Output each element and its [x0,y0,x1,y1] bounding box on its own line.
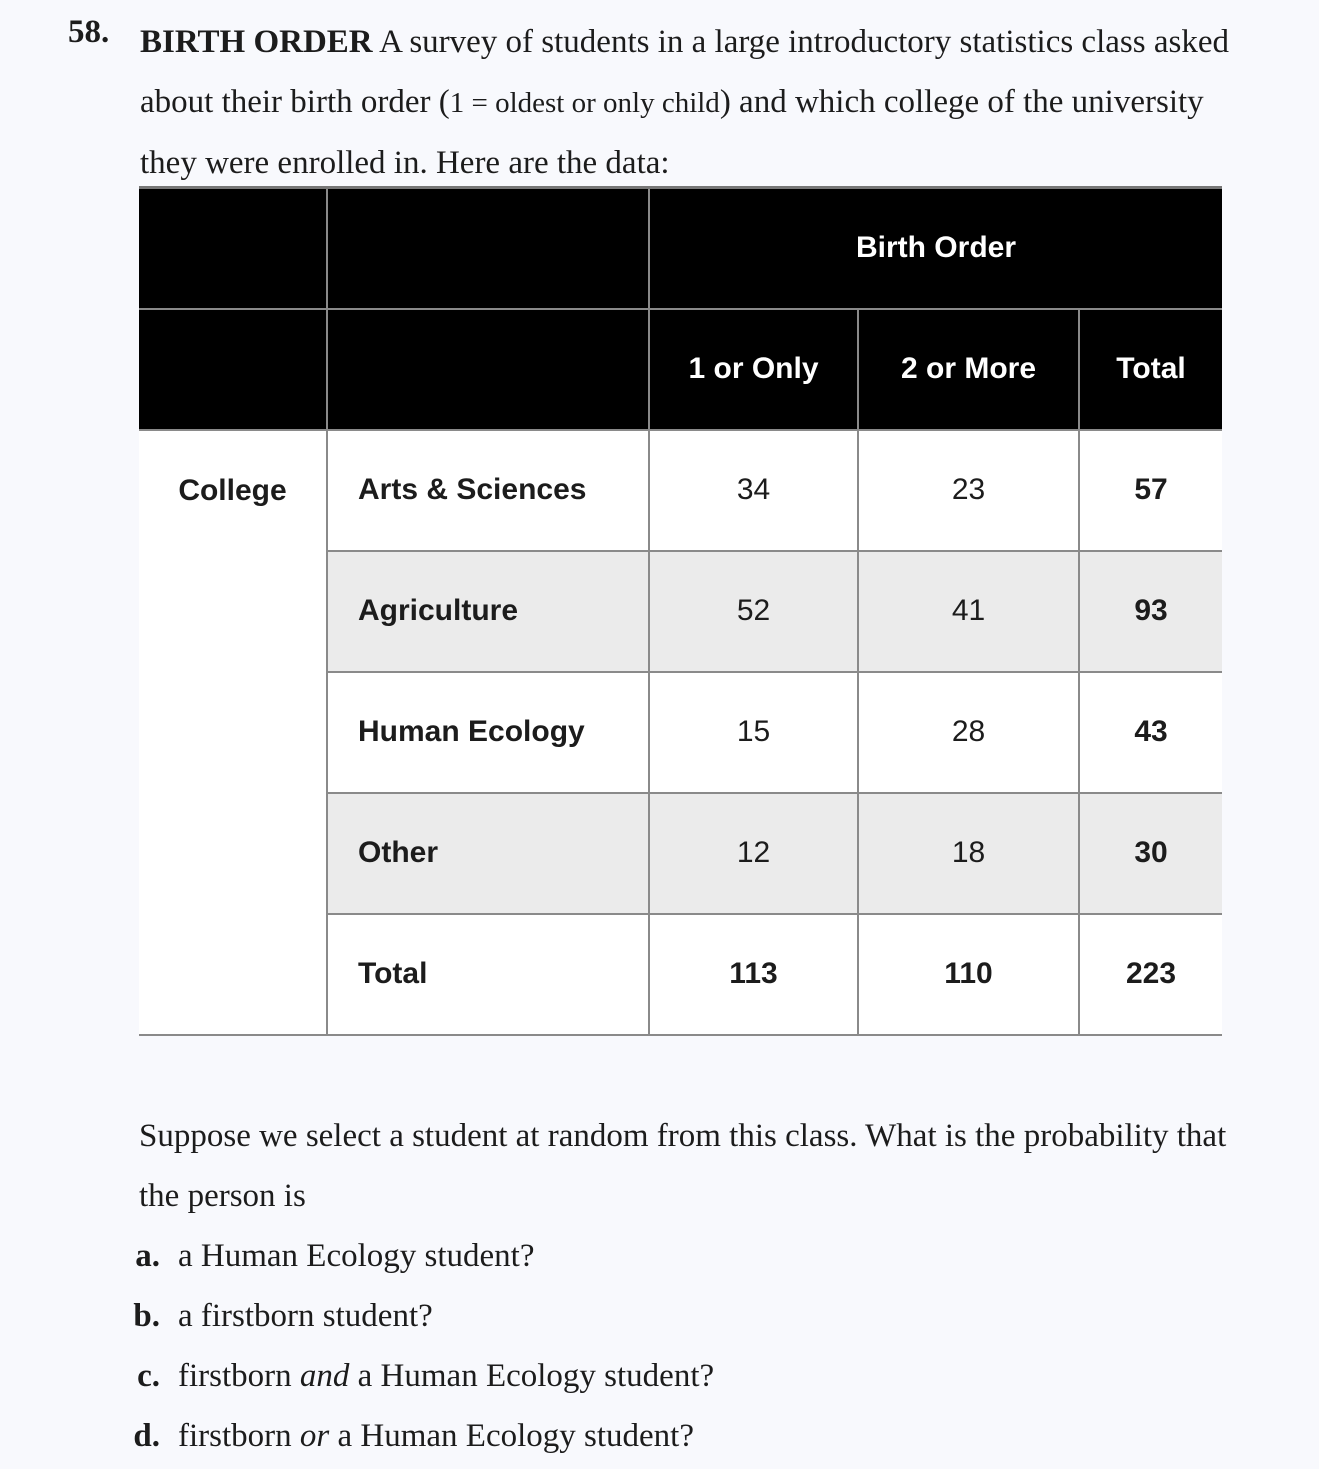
cell-total: 43 [1079,672,1222,793]
problem-number: 58. [68,14,110,50]
intro-text-1: A survey of students in a large introductory statistics class asked about their birth order ( [140,24,1229,120]
part-letter: b. [133,1298,160,1334]
cell-second-total: 110 [858,914,1079,1035]
cell-second: 28 [858,672,1079,793]
part-letter: c. [137,1358,160,1394]
row-label: Other [327,793,649,914]
intro-text-2: ) and which college of the university they were enrolled in. Here are the data: [140,84,1204,181]
row-group-college: College [139,430,327,1035]
part-text [178,1416,694,1456]
cell-second: 23 [858,430,1079,551]
cell-first: 15 [649,672,858,793]
column-header-total: Total [1079,309,1222,430]
cell-second: 41 [858,551,1079,672]
header-empty-1 [139,188,327,309]
part-text-post: a Human Ecology student? [349,1358,715,1394]
problem-intro [140,12,1230,193]
birth-order-table [139,186,1222,1036]
intro-definition: 1 = oldest or only child [449,87,720,119]
part-letter: a. [135,1238,160,1274]
header-empty-2 [327,188,649,309]
part-text-pre: firstborn [178,1418,300,1454]
row-label: Agriculture [327,551,649,672]
row-label: Total [327,914,649,1035]
part-text-post: a Human Ecology student? [329,1418,694,1454]
part-text [178,1356,714,1396]
cell-grand-total: 223 [1079,914,1222,1035]
row-label: Human Ecology [327,672,649,793]
header-row-group [139,188,1222,309]
cell-first-total: 113 [649,914,858,1035]
part-text-pre: firstborn [178,1358,300,1394]
header-row-columns [139,309,1222,430]
cell-first: 12 [649,793,858,914]
row-label: Arts & Sciences [327,430,649,551]
header-empty-3 [139,309,327,430]
column-header-second: 2 or More [858,309,1079,430]
cell-second: 18 [858,793,1079,914]
part-text-em: and [299,1358,350,1394]
cell-total: 30 [1079,793,1222,914]
cell-first: 52 [649,551,858,672]
cell-first: 34 [649,430,858,551]
header-birth-order: Birth Order [649,188,1222,309]
part-text-em: or [299,1418,330,1454]
table-row [139,430,1222,551]
header-empty-4 [327,309,649,430]
part-letter: d. [133,1418,160,1454]
question-stem: Suppose we select a student at random from this class. What is the probability that the person is [139,1118,1227,1214]
part-text: a Human Ecology student? [178,1238,535,1274]
cell-total: 93 [1079,551,1222,672]
part-text: a firstborn student? [178,1298,433,1334]
column-header-first: 1 or Only [649,309,858,430]
problem-title: BIRTH ORDER [140,24,373,60]
cell-total: 57 [1079,430,1222,551]
